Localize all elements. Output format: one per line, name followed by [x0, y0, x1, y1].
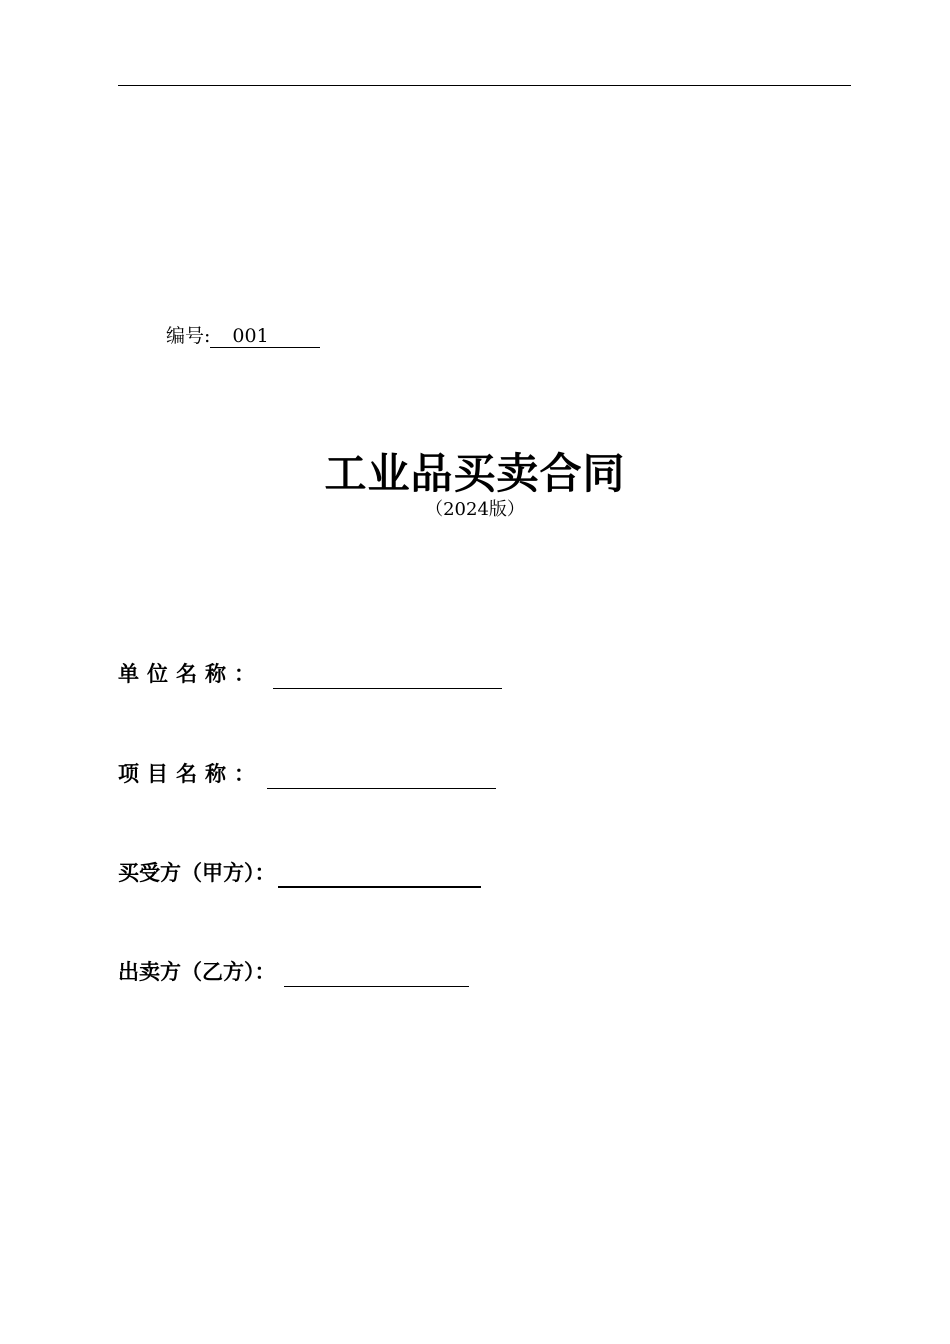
buyer-field — [118, 858, 481, 888]
seller-label: 出卖方（乙方）： — [118, 960, 276, 984]
serial-number-row — [166, 322, 320, 350]
project-name-blank[interactable] — [267, 766, 496, 789]
buyer-label: 买受方（甲方）： — [118, 861, 276, 885]
seller-field — [118, 957, 469, 987]
contract-edition: （2024版） — [425, 499, 525, 520]
serial-number-value: 001 — [210, 325, 320, 348]
header-rule — [118, 85, 851, 86]
project-name-field — [118, 759, 496, 789]
unit-name-field — [118, 659, 502, 689]
project-name-label: 项目名称： — [118, 762, 263, 786]
buyer-blank[interactable] — [278, 864, 481, 888]
unit-name-label: 单位名称： — [118, 662, 263, 686]
serial-number-label: 编号: — [166, 325, 211, 347]
seller-blank[interactable] — [284, 964, 469, 987]
unit-name-blank[interactable] — [273, 666, 502, 689]
contract-title: 工业品买卖合同 — [324, 449, 626, 498]
